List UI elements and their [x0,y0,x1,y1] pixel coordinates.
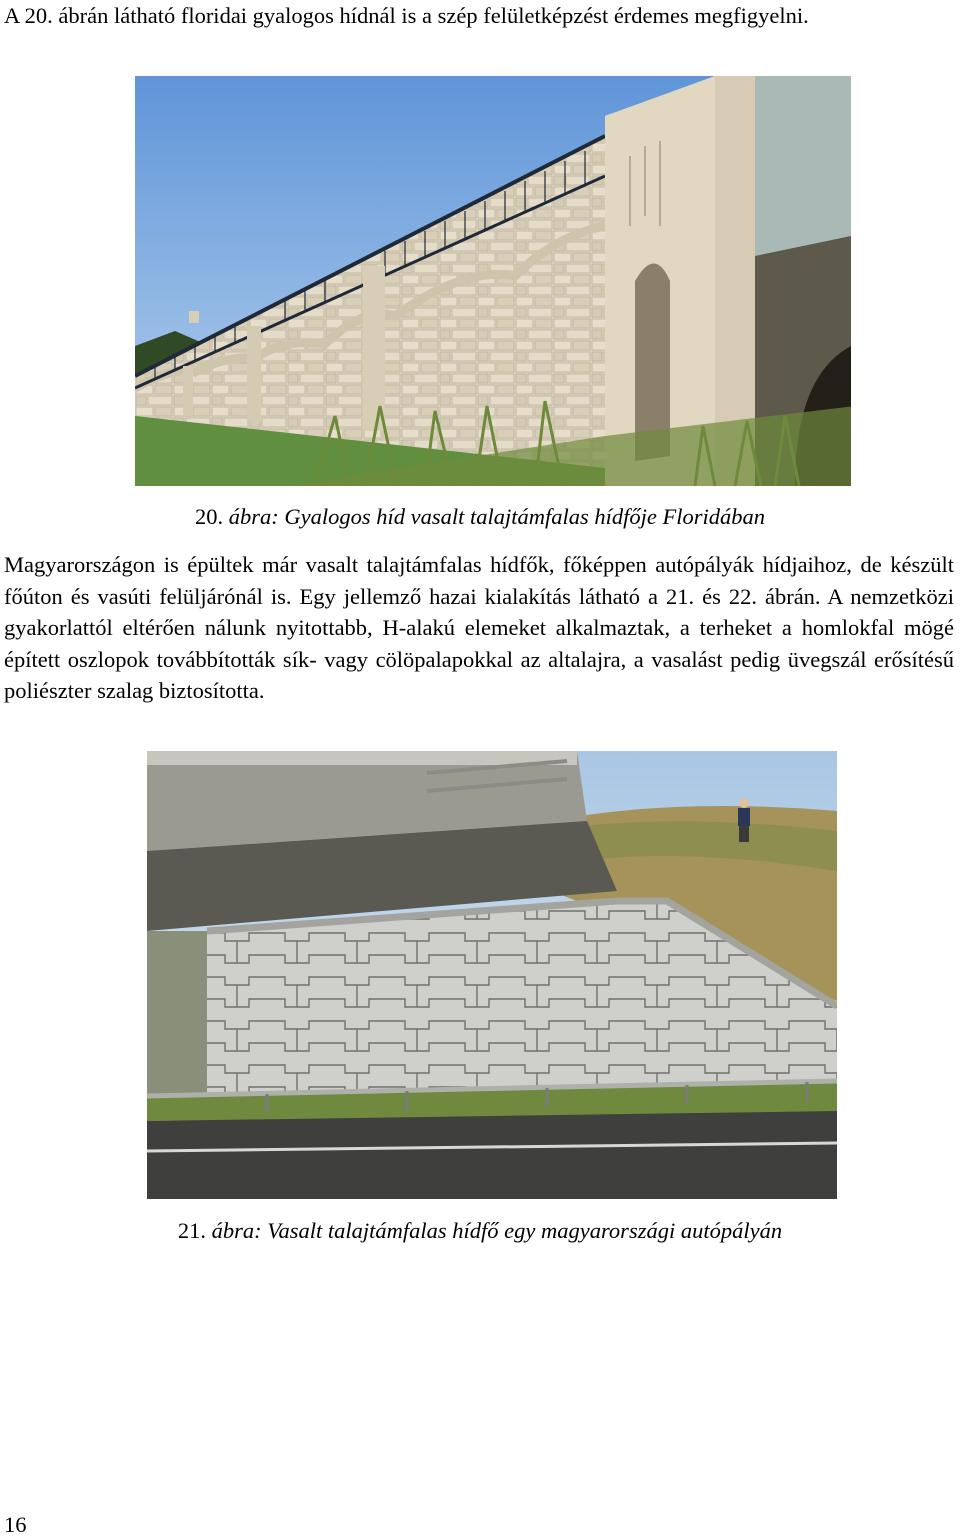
figure1-caption-text: ábra: Gyalogos híd vasalt talajtámfalas hídfője Floridában [228,504,765,529]
intro-paragraph: A 20. ábrán látható floridai gyalogos hídnál is a szép felületképzést érdemes megfigyelni. [4,3,809,28]
body-paragraph: Magyarországon is épültek már vasalt talajtámfalas hídfők, főképpen autópályák hídjaihoz, de készült főúton és vasúti felüljárónál is. Egy jellemző hazai kialakítás látható a 21. és 22. ábrán. A nemzetközi gyakorlattól eltérően nálunk nyitottabb, H-alakú elemeket alkalmaztak, a terheket a homlokfal mögé épített oszlopok továbbították sík- vagy cölöpalapokkal az altalajra, a vasalást pedig üvegszál erősítésű poliészter szalag biztosította. [4,552,954,703]
figure-hungarian-abutment-photo [147,751,837,1199]
figure-florida-bridge-photo [135,76,851,486]
florida-bridge-image [135,76,851,486]
figure2-caption [0,1216,960,1246]
hungarian-abutment-image [147,751,837,1199]
figure2-caption-number: 21. [177,1218,212,1243]
figure1-caption-number: 20. [195,504,229,529]
figure2-caption-text: ábra: Vasalt talajtámfalas hídfő egy magyarországi autópályán [211,1218,783,1243]
figure1-caption [0,502,960,532]
page-number: 16 [4,1512,27,1537]
